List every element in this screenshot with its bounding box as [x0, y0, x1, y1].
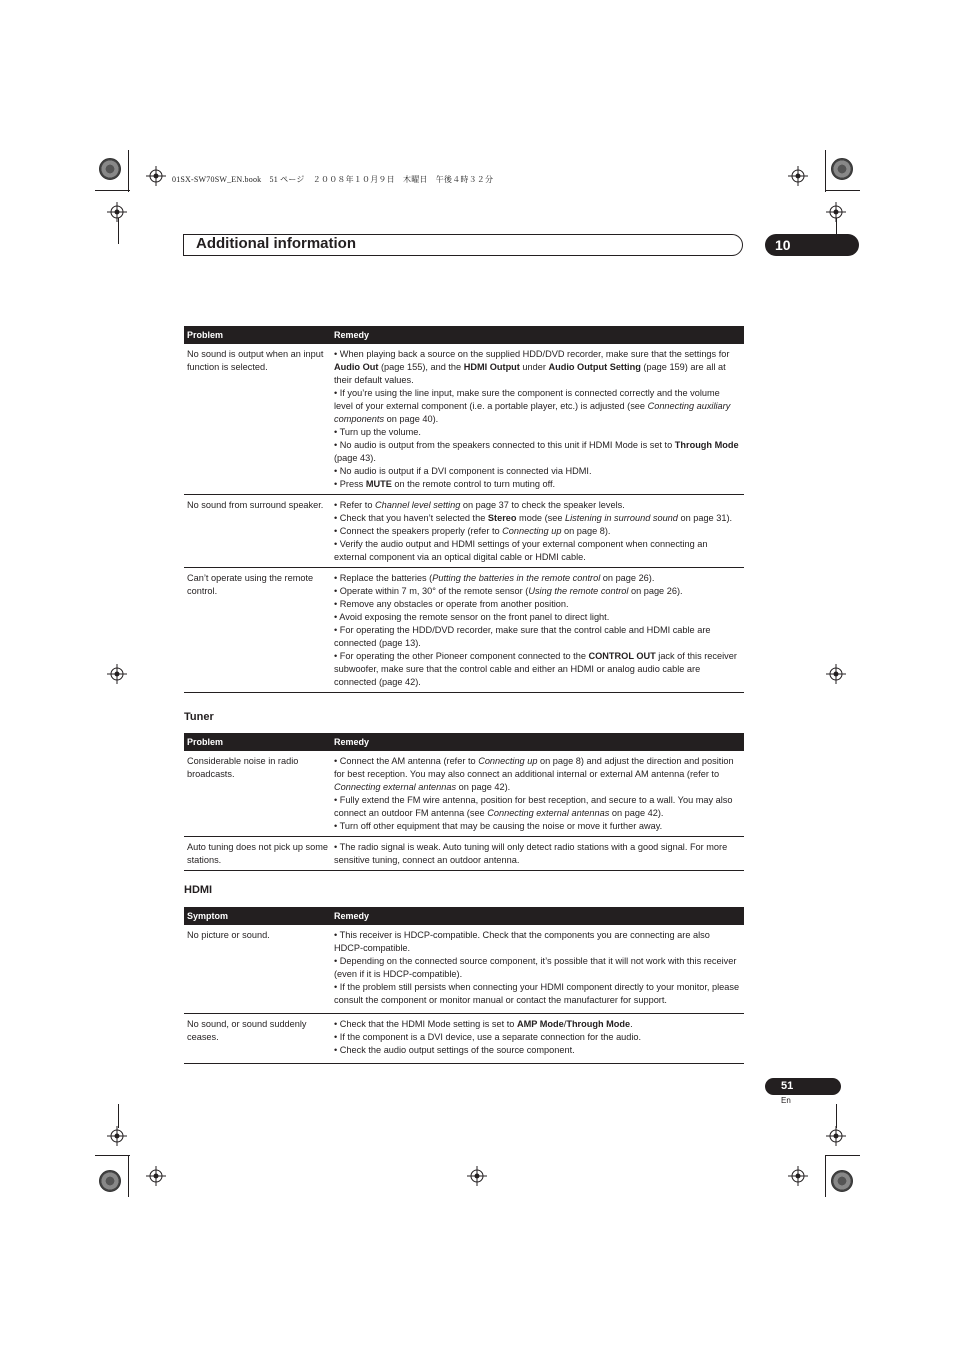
remedy-line: • Fully extend the FM wire antenna, position for best reception, and secure to a wall. You may also connect an outdoor FM antenna (see Connecting external antennas on page 42).	[334, 795, 733, 818]
print-header: 01SX-SW70SW_EN.book 51 ページ ２００８年１０月９日 木曜日 午後４時３２分	[172, 175, 494, 184]
crop-mark	[128, 150, 129, 192]
chapter-number-badge: 10	[765, 234, 859, 256]
remedy-line: • Connect the speakers properly (refer to Connecting up on page 8).	[334, 526, 611, 536]
column-header-problem: Problem	[187, 737, 224, 747]
table-row	[184, 495, 744, 568]
crop-mark	[118, 218, 119, 244]
remedy-line: • No audio is output if a DVI component is connected via HDMI.	[334, 466, 592, 476]
color-rosette-mark	[831, 1170, 853, 1192]
table-row	[184, 925, 744, 1014]
table-row	[184, 837, 744, 871]
registration-mark-icon	[826, 1126, 846, 1146]
problem-cell: Auto tuning does not pick up some stations.	[187, 842, 328, 865]
crop-mark	[825, 150, 826, 192]
registration-mark-icon	[467, 1166, 487, 1186]
problem-cell: Can’t operate using the remote control.	[187, 573, 314, 596]
page-number-badge: 51	[765, 1078, 841, 1095]
remedy-line: • This receiver is HDCP-compatible. Check that the components you are connecting are also HDCP-compatible.	[334, 930, 710, 953]
crop-mark	[825, 190, 860, 191]
remedy-line: • If you’re using the line input, make sure the component is connected correctly and the volume level of your external component (i.e. a portable player, etc.) is adjusted (see Connecting auxiliary components on page 40).	[334, 388, 731, 424]
remedy-line: • Turn off other equipment that may be causing the noise or move it further away.	[334, 821, 663, 831]
remedy-cell	[331, 841, 744, 867]
problem-cell: No sound from surround speaker.	[187, 500, 324, 510]
troubleshooting-table-tuner	[184, 733, 744, 871]
remedy-cell	[331, 572, 744, 689]
crop-mark	[118, 1104, 119, 1128]
remedy-line: • The radio signal is weak. Auto tuning will only detect radio stations with a good signal. For more sensitive tuning, connect an outdoor antenna.	[334, 842, 728, 865]
registration-mark-icon	[107, 202, 127, 222]
remedy-line: • Avoid exposing the remote sensor on the front panel to direct light.	[334, 612, 610, 622]
column-header-remedy: Remedy	[334, 737, 370, 747]
remedy-cell	[331, 929, 744, 1007]
remedy-cell	[331, 499, 744, 564]
registration-mark-icon	[146, 166, 166, 186]
registration-mark-icon	[826, 664, 846, 684]
remedy-line: • For operating the HDD/DVD recorder, make sure that the control cable and HDMI cable are connected (page 13).	[334, 625, 711, 648]
remedy-line: • Replace the batteries (Putting the batteries in the remote control on page 26).	[334, 573, 655, 583]
remedy-line: • Remove any obstacles or operate from another position.	[334, 599, 569, 609]
problem-cell: No sound, or sound suddenly ceases.	[187, 1019, 307, 1042]
column-header-remedy: Remedy	[334, 911, 370, 921]
registration-mark-icon	[788, 166, 808, 186]
section-title: Additional information	[196, 235, 356, 252]
registration-mark-icon	[107, 1126, 127, 1146]
remedy-cell	[331, 1018, 744, 1057]
color-rosette-mark	[831, 158, 853, 180]
table-header	[184, 326, 744, 344]
table-row	[184, 751, 744, 837]
remedy-line: • For operating the other Pioneer component connected to the CONTROL OUT jack of this receiver subwoofer, make sure that the control cable and either an HDMI or analog audio cable are connected (page 42).	[334, 651, 737, 687]
column-header-symptom: Symptom	[187, 911, 229, 921]
remedy-cell	[331, 755, 744, 833]
troubleshooting-table-hdmi	[184, 907, 744, 1064]
problem-cell: No sound is output when an input function is selected.	[187, 349, 324, 372]
crop-mark	[95, 190, 130, 191]
troubleshooting-table-general	[184, 326, 744, 693]
remedy-line: • Verify the audio output and HDMI settings of your external component when connecting an external component via an optical digital cable or HDMI cable.	[334, 539, 708, 562]
remedy-line: • Operate within 7 m, 30° of the remote sensor (Using the remote control on page 26).	[334, 586, 683, 596]
subsection-heading-tuner: Tuner	[184, 711, 214, 723]
remedy-line: • Turn up the volume.	[334, 427, 421, 437]
remedy-line: • Check the audio output settings of the source component.	[334, 1045, 575, 1055]
table-row	[184, 1014, 744, 1064]
table-row	[184, 568, 744, 693]
crop-mark	[825, 1155, 826, 1197]
registration-mark-icon	[146, 1166, 166, 1186]
remedy-line: • Press MUTE on the remote control to turn muting off.	[334, 479, 556, 489]
subsection-heading-hdmi: HDMI	[184, 884, 213, 896]
table-row	[184, 344, 744, 495]
registration-mark-icon	[788, 1166, 808, 1186]
remedy-cell	[331, 348, 744, 491]
column-header-remedy: Remedy	[334, 330, 370, 340]
crop-mark	[95, 1155, 130, 1156]
remedy-line: • Depending on the connected source component, it’s possible that it will not work with this receiver (even if it is HDCP-compatible).	[334, 956, 737, 979]
remedy-line: • If the component is a DVI device, use a separate connection for the audio.	[334, 1032, 642, 1042]
crop-mark	[825, 1155, 860, 1156]
remedy-line: • Check that the HDMI Mode setting is set to AMP Mode/Through Mode.	[334, 1019, 633, 1029]
color-rosette-mark	[99, 158, 121, 180]
remedy-line: • Check that you haven’t selected the Stereo mode (see Listening in surround sound on page 31).	[334, 513, 733, 523]
table-header	[184, 907, 744, 925]
page-language-label: En	[781, 1096, 791, 1105]
problem-cell: Considerable noise in radio broadcasts.	[187, 756, 299, 779]
registration-mark-icon	[107, 664, 127, 684]
column-header-problem: Problem	[187, 330, 224, 340]
table-header	[184, 733, 744, 751]
problem-cell: No picture or sound.	[187, 930, 270, 940]
color-rosette-mark	[99, 1170, 121, 1192]
remedy-line: • No audio is output from the speakers connected to this unit if HDMI Mode is set to Through Mode (page 43).	[334, 440, 739, 463]
crop-mark	[836, 1104, 837, 1128]
remedy-line: • If the problem still persists when connecting your HDMI component directly to your monitor, please consult the component or monitor manual or contact the manufacturer for support.	[334, 982, 740, 1005]
remedy-line: • Connect the AM antenna (refer to Connecting up on page 8) and adjust the direction and position for best reception. You may also connect an additional internal or external AM antenna (refer to Connecting external antennas on page 42).	[334, 756, 734, 792]
crop-mark	[128, 1155, 129, 1197]
remedy-line: • When playing back a source on the supplied HDD/DVD recorder, make sure that the settings for Audio Out (page 155), and the HDMI Output under Audio Output Setting (page 159) are all at their default values.	[334, 349, 730, 385]
remedy-line: • Refer to Channel level setting on page 37 to check the speaker levels.	[334, 500, 625, 510]
